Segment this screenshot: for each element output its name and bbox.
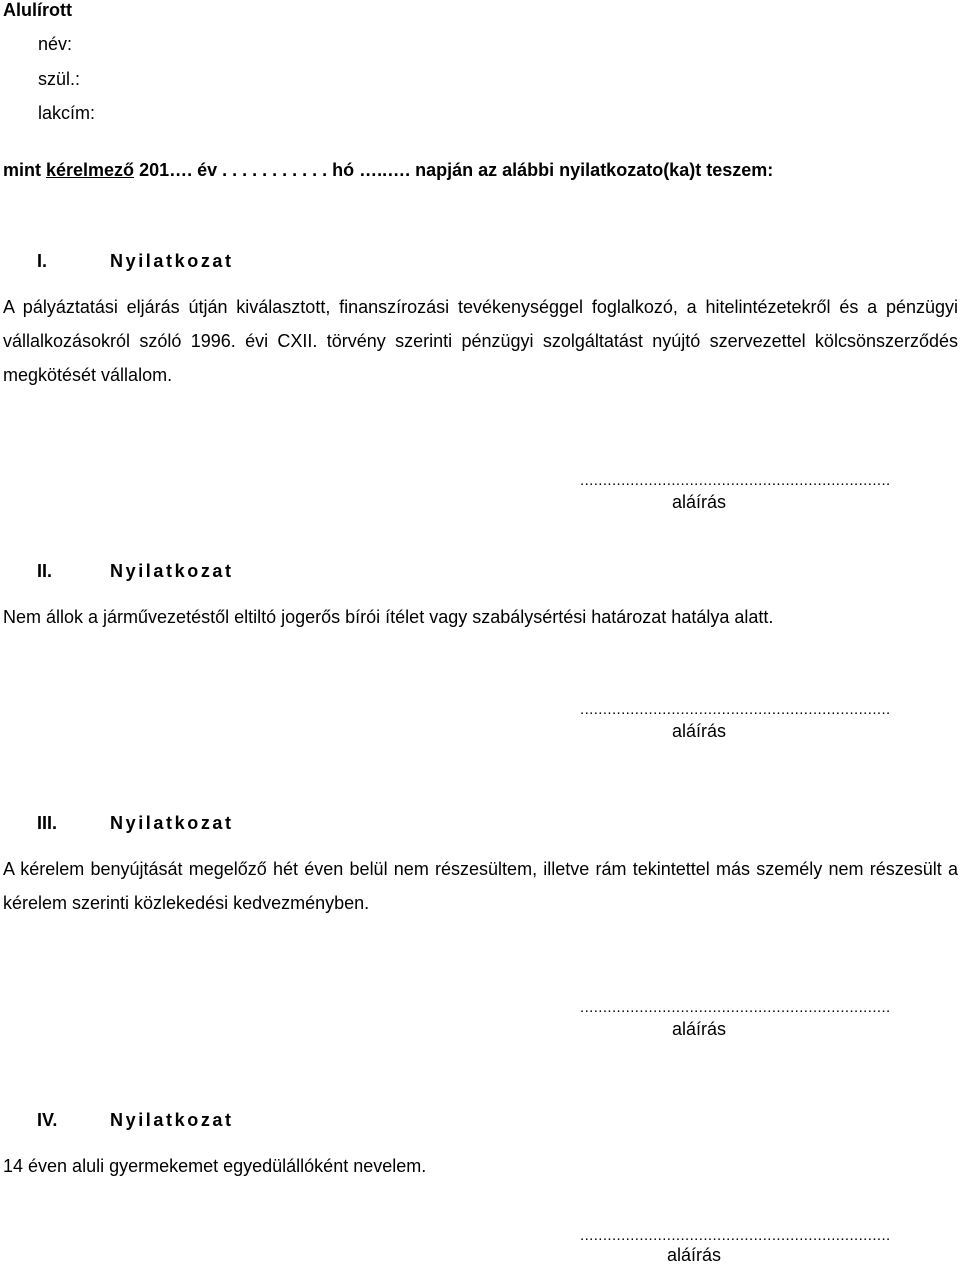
section-2-signature-label: aláírás <box>672 721 727 741</box>
section-4-text: 14 éven aluli gyermekemet egyedülállóként nevelem. <box>3 1156 427 1176</box>
section-2-text: Nem állok a járművezetéstől eltiltó jogerős bírói ítélet vagy szabálysértési határozat hatálya alatt. <box>3 607 774 627</box>
document-title: Alulírott <box>3 0 72 20</box>
section-4-signature-line: .................................................................... <box>580 1227 891 1244</box>
section-4-title: Nyilatkozat <box>110 1110 234 1130</box>
intro-prefix: mint <box>3 160 46 180</box>
section-3-title: Nyilatkozat <box>110 813 234 833</box>
section-4-signature-label: aláírás <box>667 1245 722 1265</box>
section-1-title: Nyilatkozat <box>110 251 234 271</box>
section-1-number: I. <box>37 251 48 271</box>
section-1-signature-label: aláírás <box>672 492 727 512</box>
section-2-number: II. <box>37 561 53 581</box>
name-label: név: <box>38 34 73 54</box>
section-2-signature-line: .................................................................... <box>580 701 891 718</box>
section-1-text: A pályáztatási eljárás útján kiválasztott, finanszírozási tevékenységgel foglalkozó, a hitelintézetekről és a pénzügyi vállalkozásokról szóló 1996. évi CXII. törvény szerinti pénzügyi szolgáltatást nyújtó szervezettel kölcsönszerződés megkötését vállalom. <box>3 297 958 385</box>
intro-rest: 201…. év . . . . . . . . . . . hó …..…. napján az alábbi nyilatkozato(ka)t teszem: <box>134 160 774 180</box>
intro-role: kérelmező <box>46 160 135 180</box>
section-2-title: Nyilatkozat <box>110 561 234 581</box>
section-3-text: A kérelem benyújtását megelőző hét éven belül nem részesültem, illetve rám tekintettel más személy nem részesült a kérelem szerinti közlekedési kedvezményben. <box>3 859 958 913</box>
section-1-signature-line: .................................................................... <box>580 472 891 489</box>
section-3-signature-label: aláírás <box>672 1019 727 1039</box>
address-label: lakcím: <box>38 103 96 123</box>
section-4-number: IV. <box>37 1110 58 1130</box>
section-3-number: III. <box>37 813 58 833</box>
section-3-signature-line: .................................................................... <box>580 999 891 1016</box>
birth-label: szül.: <box>38 69 81 89</box>
intro-statement <box>3 160 773 181</box>
